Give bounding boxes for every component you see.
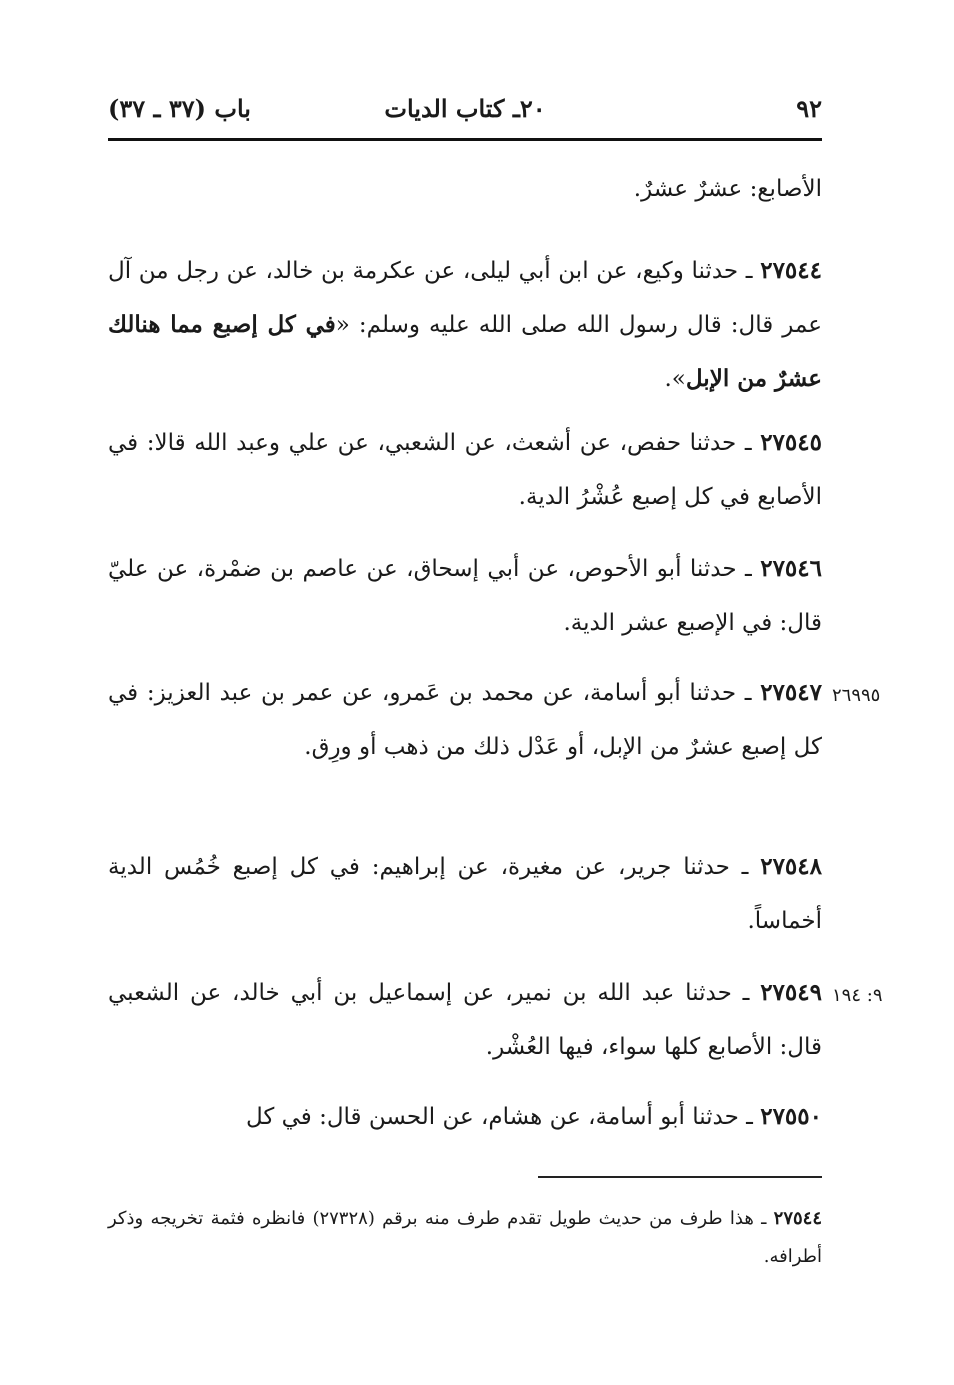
hadith-quote: في كل إصبع مما هنالك عشرٌ من الإبل bbox=[108, 311, 822, 392]
hadith-27550 bbox=[108, 1090, 822, 1144]
footnote bbox=[108, 1200, 822, 1276]
hadith-27548 bbox=[108, 840, 822, 948]
hadith-27547 bbox=[108, 666, 822, 774]
hadith-quote-close: ». bbox=[664, 366, 686, 392]
hadith-number: ٢٧٥٤٥ bbox=[760, 429, 822, 456]
hadith-number: ٢٧٥٤٧ bbox=[760, 679, 822, 706]
margin-reference: ٩: ١٩٤ bbox=[832, 985, 883, 1006]
hadith-dash: ـ bbox=[736, 680, 761, 706]
hadith-dash: ـ bbox=[738, 258, 761, 284]
footnote-text: ـ هذا طرف من حديث طويل تقدم طرف منه برقم (٢٧٣٢٨) فانظره فثمة تخريجه وذكر أطرافه. bbox=[108, 1208, 822, 1267]
hadith-27544 bbox=[108, 244, 822, 406]
hadith-text: حدثنا أبو أسامة، عن هشام، عن الحسن قال: في كل bbox=[245, 1104, 739, 1130]
hadith-27549 bbox=[108, 966, 822, 1074]
hadith-number: ٢٧٥٤٩ bbox=[760, 979, 822, 1006]
page-number: ٩٢ bbox=[796, 94, 822, 123]
footnote-number: ٢٧٥٤٤ bbox=[773, 1208, 822, 1229]
hadith-dash: ـ bbox=[736, 430, 761, 456]
hadith-number: ٢٧٥٤٨ bbox=[760, 853, 822, 880]
margin-reference: ٢٦٩٩٥ bbox=[832, 685, 881, 706]
hadith-text: حدثنا أبو الأحوص، عن أبي إسحاق، عن عاصم بن ضمْرة، عن عليّ قال: في الإصبع عشر الدية. bbox=[108, 556, 822, 636]
hadith-text: حدثنا أبو أسامة، عن محمد بن عَمرو، عن عمر بن عبد العزيز: في كل إصبع عشرٌ من الإبل، أو عَدْل ذلك من ذهب أو ورِق. bbox=[108, 680, 822, 760]
hadith-number: ٢٧٥٤٤ bbox=[760, 257, 822, 284]
hadith-dash: ـ bbox=[731, 980, 761, 1006]
hadith-text: حدثنا جرير، عن مغيرة، عن إبراهيم: في كل إصبع خُمُس الدية أخماساً. bbox=[108, 854, 822, 934]
continuation-text: الأصابع: عشرٌ عشرٌ. bbox=[633, 176, 822, 202]
book-title: ٢٠ـ كتاب الديات bbox=[384, 94, 546, 123]
hadith-text: حدثنا عبد الله بن نمير، عن إسماعيل بن أبي خالد، عن الشعبي قال: الأصابع كلها سواء، فيها العُشْر. bbox=[108, 980, 822, 1060]
footnote-rule bbox=[538, 1176, 822, 1178]
running-header bbox=[108, 88, 822, 128]
header-rule bbox=[108, 138, 822, 141]
chapter-reference: باب (٣٧ ـ ٣٧) bbox=[108, 94, 251, 123]
hadith-number: ٢٧٥٤٦ bbox=[760, 555, 822, 582]
hadith-27545 bbox=[108, 416, 822, 524]
hadith-number: ٢٧٥٥٠ bbox=[760, 1103, 822, 1130]
hadith-27546 bbox=[108, 542, 822, 650]
hadith-dash: ـ bbox=[729, 854, 761, 880]
hadith-text: حدثنا وكيع، عن ابن أبي ليلى، عن عكرمة بن خالد، عن رجل من آل عمر قال: قال رسول الله صلى الله عليه وسلم: « bbox=[108, 258, 822, 338]
hadith-dash: ـ bbox=[738, 1104, 761, 1130]
continuation-paragraph bbox=[108, 162, 822, 216]
hadith-text: حدثنا حفص، عن أشعث، عن الشعبي، عن علي وعبد الله قالا: في الأصابع في كل إصبع عُشْرُ الدية. bbox=[108, 430, 822, 510]
hadith-dash: ـ bbox=[736, 556, 761, 582]
